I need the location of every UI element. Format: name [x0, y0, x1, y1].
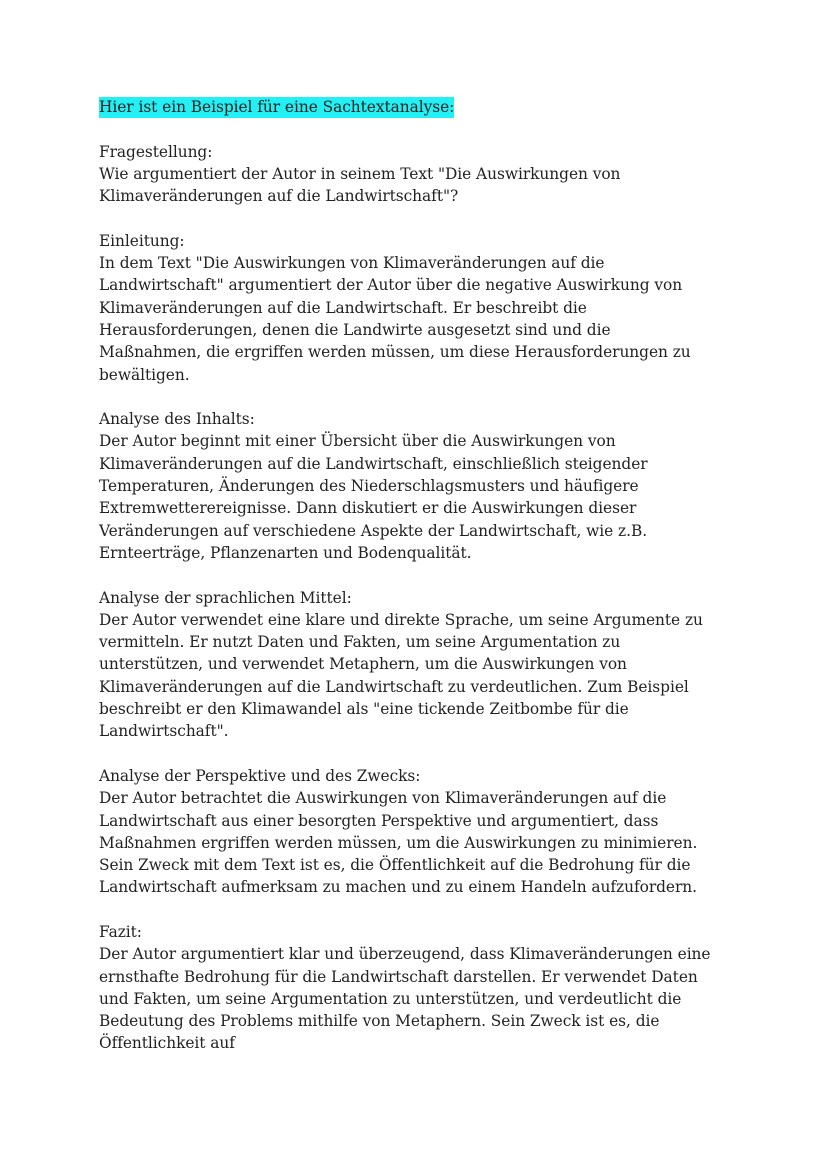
- paragraph-line: Bedeutung des Problems mithilfe von Metaphern. Sein Zweck ist es, die: [99, 1012, 660, 1031]
- paragraph-line: Sein Zweck mit dem Text ist es, die Öffentlichkeit auf die Bedrohung für die: [99, 856, 691, 875]
- paragraph-line: Maßnahmen ergriffen werden müssen, um die Auswirkungen zu minimieren.: [99, 833, 698, 852]
- blank-line: [99, 386, 749, 408]
- paragraph-line: Ernteerträge, Pflanzenarten und Bodenqualität.: [99, 543, 472, 562]
- section-heading: Analyse der sprachlichen Mittel:: [99, 588, 352, 607]
- blank-line: [99, 564, 749, 586]
- blank-line: [99, 118, 749, 140]
- section-perspektive-zweck: [99, 765, 749, 899]
- blank-line: [99, 743, 749, 765]
- paragraph-line: Öffentlichkeit auf: [99, 1034, 235, 1053]
- paragraph-line: Der Autor argumentiert klar und überzeugend, dass Klimaveränderungen eine: [99, 945, 711, 964]
- paragraph-line: ernsthafte Bedrohung für die Landwirtschaft darstellen. Er verwendet Daten: [99, 967, 698, 986]
- paragraph-line: Landwirtschaft aufmerksam zu machen und zu einem Handeln aufzufordern.: [99, 878, 697, 897]
- section-fragestellung: [99, 141, 749, 208]
- paragraph-line: Landwirtschaft aus einer besorgten Perspektive und argumentiert, dass: [99, 811, 659, 830]
- paragraph-line: Klimaveränderungen auf die Landwirtschaft. Er beschreibt die: [99, 298, 587, 317]
- paragraph-line: und Fakten, um seine Argumentation zu unterstützen, und verdeutlicht die: [99, 989, 682, 1008]
- paragraph-line: Veränderungen auf verschiedene Aspekte der Landwirtschaft, wie z.B.: [99, 521, 648, 540]
- paragraph-line: Temperaturen, Änderungen des Niederschlagsmusters und häufigere: [99, 477, 639, 496]
- section-heading: Analyse der Perspektive und des Zwecks:: [99, 766, 421, 785]
- section-heading: Analyse des Inhalts:: [99, 410, 255, 429]
- section-sprachliche-mittel: [99, 587, 749, 743]
- paragraph-line: vermitteln. Er nutzt Daten und Fakten, um seine Argumentation zu: [99, 633, 621, 652]
- intro-highlight: Hier ist ein Beispiel für eine Sachtextanalyse:: [99, 98, 455, 116]
- paragraph-line: bewältigen.: [99, 365, 190, 384]
- section-analyse-inhalt: [99, 408, 749, 564]
- paragraph-line: Der Autor betrachtet die Auswirkungen von Klimaveränderungen auf die: [99, 789, 667, 808]
- paragraph-line: Landwirtschaft".: [99, 722, 229, 741]
- section-heading: Einleitung:: [99, 231, 185, 250]
- intro-line: [99, 96, 749, 118]
- paragraph-line: Klimaveränderungen auf die Landwirtschaft zu verdeutlichen. Zum Beispiel: [99, 677, 689, 696]
- section-einleitung: [99, 230, 749, 386]
- section-heading: Fragestellung:: [99, 142, 213, 161]
- paragraph-line: Maßnahmen, die ergriffen werden müssen, um diese Herausforderungen zu: [99, 343, 691, 362]
- blank-line: [99, 899, 749, 921]
- blank-line: [99, 207, 749, 229]
- paragraph-line: Der Autor verwendet eine klare und direkte Sprache, um seine Argumente zu: [99, 610, 703, 629]
- paragraph-line: In dem Text "Die Auswirkungen von Klimaveränderungen auf die: [99, 254, 605, 273]
- paragraph-line: Herausforderungen, denen die Landwirte ausgesetzt sind und die: [99, 320, 611, 339]
- paragraph-line: Wie argumentiert der Autor in seinem Text "Die Auswirkungen von: [99, 164, 621, 183]
- paragraph-line: Klimaveränderungen auf die Landwirtschaft, einschließlich steigender: [99, 454, 648, 473]
- paragraph-line: Der Autor beginnt mit einer Übersicht über die Auswirkungen von: [99, 432, 616, 451]
- paragraph-line: Extremwetterereignisse. Dann diskutiert er die Auswirkungen dieser: [99, 499, 637, 518]
- paragraph-line: Klimaveränderungen auf die Landwirtschaft"?: [99, 187, 459, 206]
- paragraph-line: Landwirtschaft" argumentiert der Autor über die negative Auswirkung von: [99, 276, 683, 295]
- section-heading: Fazit:: [99, 922, 142, 941]
- paragraph-line: unterstützen, und verwendet Metaphern, um die Auswirkungen von: [99, 655, 627, 674]
- section-fazit: [99, 921, 749, 1055]
- paragraph-line: beschreibt er den Klimawandel als "eine tickende Zeitbombe für die: [99, 700, 629, 719]
- document-page: [99, 96, 749, 1055]
